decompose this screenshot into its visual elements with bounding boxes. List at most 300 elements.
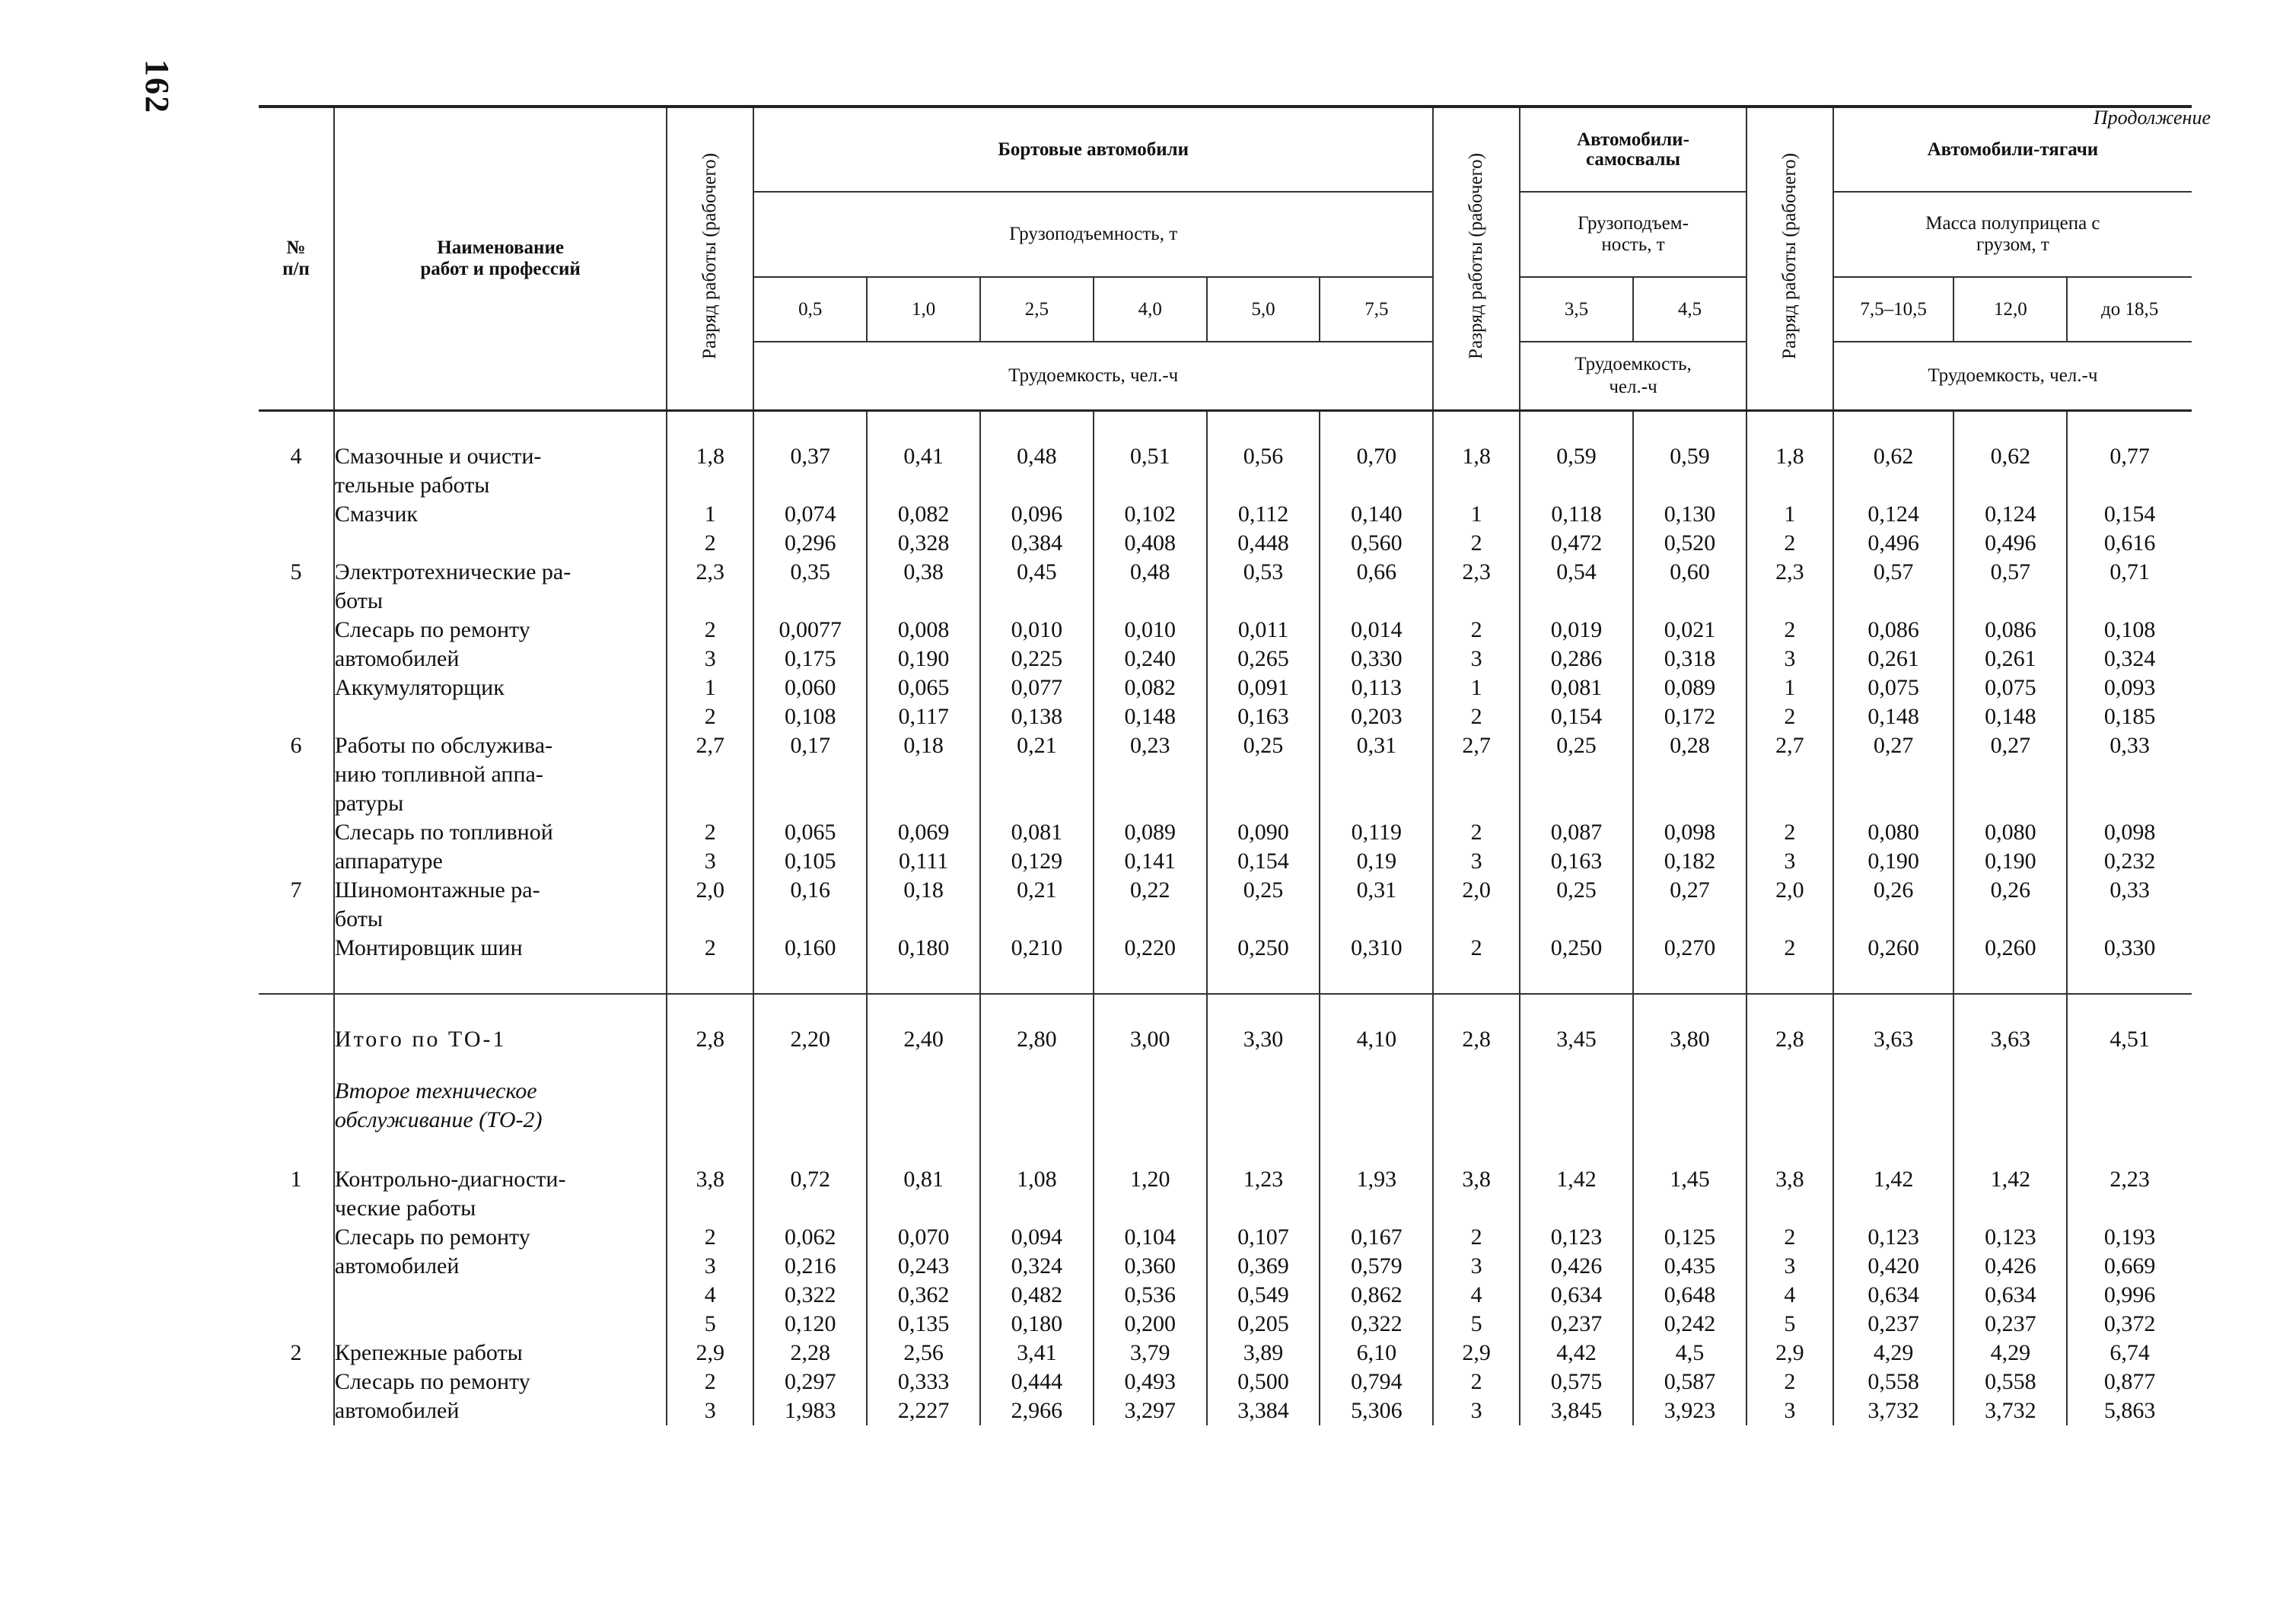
value-dump: 0,087 0,163 [1520, 818, 1633, 876]
to1-rows [259, 410, 2192, 1054]
header-tractor-mass: Масса полуприцепа с грузом, т [1833, 192, 2192, 277]
value-flatbed: 0,444 2,966 [980, 1368, 1094, 1425]
section-row [259, 1054, 2192, 1135]
section-title: Второе техническое обслуживание (ТО-2) [334, 1054, 667, 1135]
value-tractor: 0,124 0,496 [1833, 500, 1954, 558]
value-flatbed: 0,220 [1094, 934, 1207, 963]
row-name: Слесарь по топливной аппаратуре [334, 818, 667, 876]
value-flatbed: 0,104 0,360 0,536 0,200 [1094, 1223, 1207, 1339]
value-flatbed: 0,25 [1207, 731, 1320, 818]
value-dump: 0,021 0,318 [1633, 616, 1746, 673]
empty-cell [1320, 1054, 1433, 1135]
value-tractor: 0,193 0,669 0,996 0,372 [2067, 1223, 2192, 1339]
grade-dump: 2 3 4 5 [1433, 1223, 1520, 1339]
value-flatbed: 0,53 [1207, 558, 1320, 616]
value-tractor: 0,57 [1833, 558, 1954, 616]
value-flatbed: 0,72 [753, 1135, 867, 1223]
table-row [259, 410, 2192, 500]
value-flatbed: 0,091 0,163 [1207, 673, 1320, 731]
grade-flatbed: 3,8 [667, 1135, 753, 1223]
value-tractor: 0,098 0,232 [2067, 818, 2192, 876]
value-dump: 4,42 [1520, 1339, 1633, 1368]
value-dump: 0,118 0,472 [1520, 500, 1633, 558]
grade-tractor: 2,0 [1746, 876, 1833, 934]
value-dump: 1,42 [1520, 1135, 1633, 1223]
empty-cell [1094, 1054, 1207, 1135]
table-row [259, 616, 2192, 673]
value-dump: 3,80 [1633, 994, 1746, 1054]
table-row [259, 818, 2192, 876]
value-flatbed: 0,011 0,265 [1207, 616, 1320, 673]
value-flatbed: 0,010 0,225 [980, 616, 1094, 673]
value-flatbed: 2,80 [980, 994, 1094, 1054]
value-flatbed: 1,08 [980, 1135, 1094, 1223]
value-tractor: 0,77 [2067, 410, 2192, 500]
row-name: Слесарь по ремонту автомобилей [334, 1368, 667, 1425]
value-tractor: 0,086 0,261 [1833, 616, 1954, 673]
empty-cell [753, 1054, 867, 1135]
value-flatbed: 0,310 [1320, 934, 1433, 963]
col-flatbed-5-0: 5,0 [1207, 277, 1320, 342]
row-name: Контрольно-диагности- ческие работы [334, 1135, 667, 1223]
value-dump: 0,25 [1520, 731, 1633, 818]
value-flatbed: 0,090 0,154 [1207, 818, 1320, 876]
value-tractor [1833, 963, 1954, 994]
labor-table [259, 105, 2192, 1425]
table-row [259, 1339, 2192, 1368]
value-tractor: 0,26 [1833, 876, 1954, 934]
row-name: Электротехнические ра- боты [334, 558, 667, 616]
row-number [259, 818, 334, 876]
value-flatbed: 0,31 [1320, 876, 1433, 934]
value-dump: 0,270 [1633, 934, 1746, 963]
grade-dump: 1 2 [1433, 673, 1520, 731]
value-dump: 0,019 0,286 [1520, 616, 1633, 673]
continuation-label: Продолжение [2093, 107, 2211, 129]
value-flatbed: 3,89 [1207, 1339, 1320, 1368]
value-tractor: 0,260 [1953, 934, 2067, 963]
value-flatbed: 0,250 [1207, 934, 1320, 963]
value-flatbed: 0,102 0,408 [1094, 500, 1207, 558]
value-flatbed: 0,140 0,560 [1320, 500, 1433, 558]
value-flatbed: 0,112 0,448 [1207, 500, 1320, 558]
value-tractor: 0,558 3,732 [1953, 1368, 2067, 1425]
grade-dump: 1 2 [1433, 500, 1520, 558]
grade-tractor: 2,8 [1746, 994, 1833, 1054]
grade-tractor: 2 3 [1746, 616, 1833, 673]
grade-dump: 2 3 [1433, 1368, 1520, 1425]
value-tractor [1953, 963, 2067, 994]
value-flatbed: 0,18 [867, 876, 980, 934]
value-flatbed: 0,18 [867, 731, 980, 818]
value-flatbed: 0,082 0,328 [867, 500, 980, 558]
header-dump-unit: Трудоемкость, чел.-ч [1520, 342, 1746, 410]
value-dump: 0,587 3,923 [1633, 1368, 1746, 1425]
table-row [259, 934, 2192, 963]
header-tractor-unit: Трудоемкость, чел.-ч [1833, 342, 2192, 410]
value-dump: 0,25 [1520, 876, 1633, 934]
value-tractor [2067, 963, 2192, 994]
value-flatbed: 0,060 0,108 [753, 673, 867, 731]
value-dump: 4,5 [1633, 1339, 1746, 1368]
value-flatbed: 0,062 0,216 0,322 0,120 [753, 1223, 867, 1339]
empty-cell [1833, 1054, 1954, 1135]
value-tractor: 0,124 0,496 [1953, 500, 2067, 558]
row-name: Монтировщик шин [334, 934, 667, 963]
grade-tractor: 1,8 [1746, 410, 1833, 500]
value-flatbed: 0,56 [1207, 410, 1320, 500]
grade-dump: 2,3 [1433, 558, 1520, 616]
value-tractor: 2,23 [2067, 1135, 2192, 1223]
table-row [259, 876, 2192, 934]
empty-cell [980, 1054, 1094, 1135]
value-flatbed: 0,23 [1094, 731, 1207, 818]
value-flatbed: 0,014 0,330 [1320, 616, 1433, 673]
value-tractor: 0,62 [1833, 410, 1954, 500]
value-flatbed: 0,210 [980, 934, 1094, 963]
col-tractor-18-5: до 18,5 [2067, 277, 2192, 342]
value-tractor: 0,080 0,190 [1953, 818, 2067, 876]
table-row [259, 1223, 2192, 1339]
value-flatbed: 0,66 [1320, 558, 1433, 616]
value-tractor: 0,27 [1953, 731, 2067, 818]
col-tractor-7-5-10-5: 7,5–10,5 [1833, 277, 1954, 342]
value-flatbed: 0,333 2,227 [867, 1368, 980, 1425]
header-flatbed-unit: Трудоемкость, чел.-ч [753, 342, 1433, 410]
value-flatbed: 0,180 [867, 934, 980, 963]
col-flatbed-0-5: 0,5 [753, 277, 867, 342]
header-group-tractor: Автомобили-тягачи [1833, 107, 2192, 192]
value-dump: 0,125 0,435 0,648 0,242 [1633, 1223, 1746, 1339]
value-flatbed: 0,010 0,240 [1094, 616, 1207, 673]
value-tractor: 0,086 0,261 [1953, 616, 2067, 673]
value-tractor: 0,33 [2067, 731, 2192, 818]
value-tractor: 3,63 [1833, 994, 1954, 1054]
grade-flatbed: 1 2 [667, 500, 753, 558]
value-tractor: 1,42 [1833, 1135, 1954, 1223]
value-flatbed: 0,094 0,324 0,482 0,180 [980, 1223, 1094, 1339]
row-name: Аккумуляторщик [334, 673, 667, 731]
value-flatbed: 2,20 [753, 994, 867, 1054]
value-tractor: 6,74 [2067, 1339, 2192, 1368]
row-name: Крепежные работы [334, 1339, 667, 1368]
value-flatbed: 0,008 0,190 [867, 616, 980, 673]
grade-dump: 1,8 [1433, 410, 1520, 500]
value-flatbed: 0,16 [753, 876, 867, 934]
value-tractor: 3,63 [1953, 994, 2067, 1054]
value-flatbed: 0,22 [1094, 876, 1207, 934]
value-tractor: 4,29 [1953, 1339, 2067, 1368]
to2-rows [259, 1054, 2192, 1425]
value-flatbed: 0,065 0,117 [867, 673, 980, 731]
value-flatbed: 0,37 [753, 410, 867, 500]
table-row [259, 1135, 2192, 1223]
row-number [259, 934, 334, 963]
value-tractor: 0,123 0,426 0,634 0,237 [1953, 1223, 2067, 1339]
value-flatbed: 0,065 0,105 [753, 818, 867, 876]
value-flatbed: 3,00 [1094, 994, 1207, 1054]
table-header [259, 107, 2192, 410]
grade-tractor: 1 2 [1746, 500, 1833, 558]
value-flatbed: 0,38 [867, 558, 980, 616]
header-grade-3: Разряд работы (рабочего) [1746, 107, 1833, 410]
header-flatbed-capacity: Грузоподъемность, т [753, 192, 1433, 277]
value-flatbed [753, 963, 867, 994]
grade-dump: 2 3 [1433, 616, 1520, 673]
col-flatbed-7-5: 7,5 [1320, 277, 1433, 342]
row-name: Слесарь по ремонту автомобилей [334, 616, 667, 673]
grade-flatbed: 2 3 [667, 616, 753, 673]
value-flatbed: 2,28 [753, 1339, 867, 1368]
value-tractor: 0,33 [2067, 876, 2192, 934]
value-flatbed: 0,48 [980, 410, 1094, 500]
empty-cell [1746, 1054, 1833, 1135]
row-number: 4 [290, 443, 302, 469]
grade-tractor [1746, 963, 1833, 994]
grade-tractor: 2 3 [1746, 818, 1833, 876]
row-number: 6 [290, 732, 302, 758]
value-flatbed [867, 963, 980, 994]
value-tractor: 0,260 [1833, 934, 1954, 963]
value-dump: 0,250 [1520, 934, 1633, 963]
grade-dump: 2 [1433, 934, 1520, 963]
header-grade-1: Разряд работы (рабочего) [667, 107, 753, 410]
value-dump: 0,27 [1633, 876, 1746, 934]
grade-flatbed [667, 963, 753, 994]
value-flatbed: 0,35 [753, 558, 867, 616]
grade-tractor: 2,9 [1746, 1339, 1833, 1368]
value-flatbed: 0,089 0,141 [1094, 818, 1207, 876]
header-no: № п/п [259, 107, 334, 410]
grade-flatbed: 2,0 [667, 876, 753, 934]
row-number [259, 994, 334, 1054]
grade-dump: 2,7 [1433, 731, 1520, 818]
grade-flatbed: 2 [667, 934, 753, 963]
grade-tractor: 2,3 [1746, 558, 1833, 616]
value-flatbed: 0,25 [1207, 876, 1320, 934]
value-tractor: 0,558 3,732 [1833, 1368, 1954, 1425]
value-flatbed: 0,21 [980, 731, 1094, 818]
row-number [259, 963, 334, 994]
value-dump: 0,54 [1520, 558, 1633, 616]
value-dump: 0,575 3,845 [1520, 1368, 1633, 1425]
value-flatbed: 4,10 [1320, 994, 1433, 1054]
value-dump: 0,60 [1633, 558, 1746, 616]
value-flatbed: 0,48 [1094, 558, 1207, 616]
grade-flatbed: 2 3 4 5 [667, 1223, 753, 1339]
value-flatbed: 0,074 0,296 [753, 500, 867, 558]
grade-tractor: 2,7 [1746, 731, 1833, 818]
table-row [259, 963, 2192, 994]
row-name: Слесарь по ремонту автомобилей [334, 1223, 667, 1339]
value-flatbed: 0,167 0,579 0,862 0,322 [1320, 1223, 1433, 1339]
value-tractor: 0,877 5,863 [2067, 1368, 2192, 1425]
value-tractor: 0,27 [1833, 731, 1954, 818]
empty-cell [1953, 1054, 2067, 1135]
row-name: Смазочные и очисти- тельные работы [334, 410, 667, 500]
value-flatbed: 1,20 [1094, 1135, 1207, 1223]
value-flatbed: 0,500 3,384 [1207, 1368, 1320, 1425]
row-number [259, 1054, 334, 1135]
value-dump: 0,123 0,426 0,634 0,237 [1520, 1223, 1633, 1339]
header-dump-capacity: Грузоподъем- ность, т [1520, 192, 1746, 277]
grade-flatbed: 2,8 [667, 994, 753, 1054]
empty-cell [1633, 1054, 1746, 1135]
row-name [334, 963, 667, 994]
value-flatbed [1207, 963, 1320, 994]
value-flatbed: 0,077 0,138 [980, 673, 1094, 731]
table-row [259, 1368, 2192, 1425]
value-flatbed: 0,297 1,983 [753, 1368, 867, 1425]
value-flatbed: 3,30 [1207, 994, 1320, 1054]
col-dump-4-5: 4,5 [1633, 277, 1746, 342]
grade-dump [1433, 963, 1520, 994]
value-tractor: 4,29 [1833, 1339, 1954, 1368]
grade-flatbed: 2,3 [667, 558, 753, 616]
value-flatbed: 1,23 [1207, 1135, 1320, 1223]
value-flatbed: 0,17 [753, 731, 867, 818]
value-flatbed: 3,79 [1094, 1339, 1207, 1368]
grade-dump: 3,8 [1433, 1135, 1520, 1223]
value-flatbed: 0,0077 0,175 [753, 616, 867, 673]
row-name: Работы по обслужива- нию топливной аппа- ратуры [334, 731, 667, 818]
table-row [259, 558, 2192, 616]
value-flatbed: 0,31 [1320, 731, 1433, 818]
value-dump: 3,45 [1520, 994, 1633, 1054]
grade-tractor: 3,8 [1746, 1135, 1833, 1223]
value-tractor: 0,154 0,616 [2067, 500, 2192, 558]
value-flatbed: 0,107 0,369 0,549 0,205 [1207, 1223, 1320, 1339]
row-name: Итого по ТО-1 [334, 994, 667, 1054]
value-flatbed: 0,493 3,297 [1094, 1368, 1207, 1425]
value-flatbed: 0,070 0,243 0,362 0,135 [867, 1223, 980, 1339]
value-dump: 0,59 [1520, 410, 1633, 500]
value-flatbed: 0,119 0,19 [1320, 818, 1433, 876]
value-tractor: 0,075 0,148 [1953, 673, 2067, 731]
value-flatbed: 1,93 [1320, 1135, 1433, 1223]
value-dump: 0,098 0,182 [1633, 818, 1746, 876]
value-flatbed: 0,794 5,306 [1320, 1368, 1433, 1425]
grade-flatbed: 1,8 [667, 410, 753, 500]
value-dump: 0,089 0,172 [1633, 673, 1746, 731]
value-flatbed: 0,069 0,111 [867, 818, 980, 876]
value-tractor: 0,26 [1953, 876, 2067, 934]
table-row [259, 673, 2192, 731]
value-flatbed [980, 963, 1094, 994]
row-number: 5 [290, 559, 302, 584]
grade-flatbed: 2 3 [667, 1368, 753, 1425]
value-flatbed: 6,10 [1320, 1339, 1433, 1368]
value-flatbed: 0,096 0,384 [980, 500, 1094, 558]
col-flatbed-4-0: 4,0 [1094, 277, 1207, 342]
value-flatbed: 2,40 [867, 994, 980, 1054]
row-number: 2 [290, 1339, 302, 1365]
value-dump [1633, 963, 1746, 994]
col-dump-3-5: 3,5 [1520, 277, 1633, 342]
page-number: 162 [139, 59, 176, 114]
empty-cell [1520, 1054, 1633, 1135]
grade-flatbed: 2 3 [667, 818, 753, 876]
grade-dump: 2 3 [1433, 818, 1520, 876]
value-flatbed: 0,51 [1094, 410, 1207, 500]
value-dump: 0,28 [1633, 731, 1746, 818]
header-grade-2: Разряд работы (рабочего) [1433, 107, 1520, 410]
header-name: Наименование работ и профессий [334, 107, 667, 410]
row-number [259, 1368, 334, 1425]
row-number: 7 [290, 877, 302, 903]
grade-tractor: 2 3 [1746, 1368, 1833, 1425]
row-number [259, 616, 334, 673]
empty-cell [1207, 1054, 1320, 1135]
row-name: Шиномонтажные ра- боты [334, 876, 667, 934]
value-flatbed: 2,56 [867, 1339, 980, 1368]
value-flatbed: 0,160 [753, 934, 867, 963]
value-flatbed: 0,081 0,129 [980, 818, 1094, 876]
row-number: 1 [290, 1166, 302, 1192]
col-tractor-12-0: 12,0 [1953, 277, 2067, 342]
value-flatbed: 0,21 [980, 876, 1094, 934]
value-flatbed: 0,113 0,203 [1320, 673, 1433, 731]
value-dump [1520, 963, 1633, 994]
value-tractor: 4,51 [2067, 994, 2192, 1054]
empty-cell [867, 1054, 980, 1135]
value-flatbed [1320, 963, 1433, 994]
grade-dump: 2,0 [1433, 876, 1520, 934]
value-tractor: 0,093 0,185 [2067, 673, 2192, 731]
value-dump: 0,59 [1633, 410, 1746, 500]
value-dump: 1,45 [1633, 1135, 1746, 1223]
grade-tractor: 1 2 [1746, 673, 1833, 731]
value-dump: 0,130 0,520 [1633, 500, 1746, 558]
col-flatbed-1-0: 1,0 [867, 277, 980, 342]
table-row [259, 731, 2192, 818]
col-flatbed-2-5: 2,5 [980, 277, 1094, 342]
value-flatbed: 0,70 [1320, 410, 1433, 500]
empty-cell [1433, 1054, 1520, 1135]
value-tractor: 0,108 0,324 [2067, 616, 2192, 673]
grade-tractor: 2 3 4 5 [1746, 1223, 1833, 1339]
value-flatbed [1094, 963, 1207, 994]
empty-cell [2067, 1054, 2192, 1135]
value-tractor: 0,330 [2067, 934, 2192, 963]
value-dump: 0,081 0,154 [1520, 673, 1633, 731]
table-row [259, 994, 2192, 1054]
row-number [259, 500, 334, 558]
value-flatbed: 0,082 0,148 [1094, 673, 1207, 731]
value-flatbed: 0,45 [980, 558, 1094, 616]
header-group-dump: Автомобили- самосвалы [1520, 107, 1746, 192]
value-tractor: 0,57 [1953, 558, 2067, 616]
table-row [259, 500, 2192, 558]
empty-cell [667, 1054, 753, 1135]
value-tractor: 0,71 [2067, 558, 2192, 616]
grade-dump: 2,9 [1433, 1339, 1520, 1368]
value-flatbed: 3,41 [980, 1339, 1094, 1368]
value-tractor: 0,123 0,420 0,634 0,237 [1833, 1223, 1954, 1339]
header-group-flatbed: Бортовые автомобили [753, 107, 1433, 192]
row-name: Смазчик [334, 500, 667, 558]
grade-flatbed: 1 2 [667, 673, 753, 731]
value-flatbed: 0,41 [867, 410, 980, 500]
value-tractor: 1,42 [1953, 1135, 2067, 1223]
grade-dump: 2,8 [1433, 994, 1520, 1054]
value-flatbed: 0,81 [867, 1135, 980, 1223]
grade-flatbed: 2,7 [667, 731, 753, 818]
value-tractor: 0,62 [1953, 410, 2067, 500]
value-tractor: 0,080 0,190 [1833, 818, 1954, 876]
value-tractor: 0,075 0,148 [1833, 673, 1954, 731]
grade-tractor: 2 [1746, 934, 1833, 963]
